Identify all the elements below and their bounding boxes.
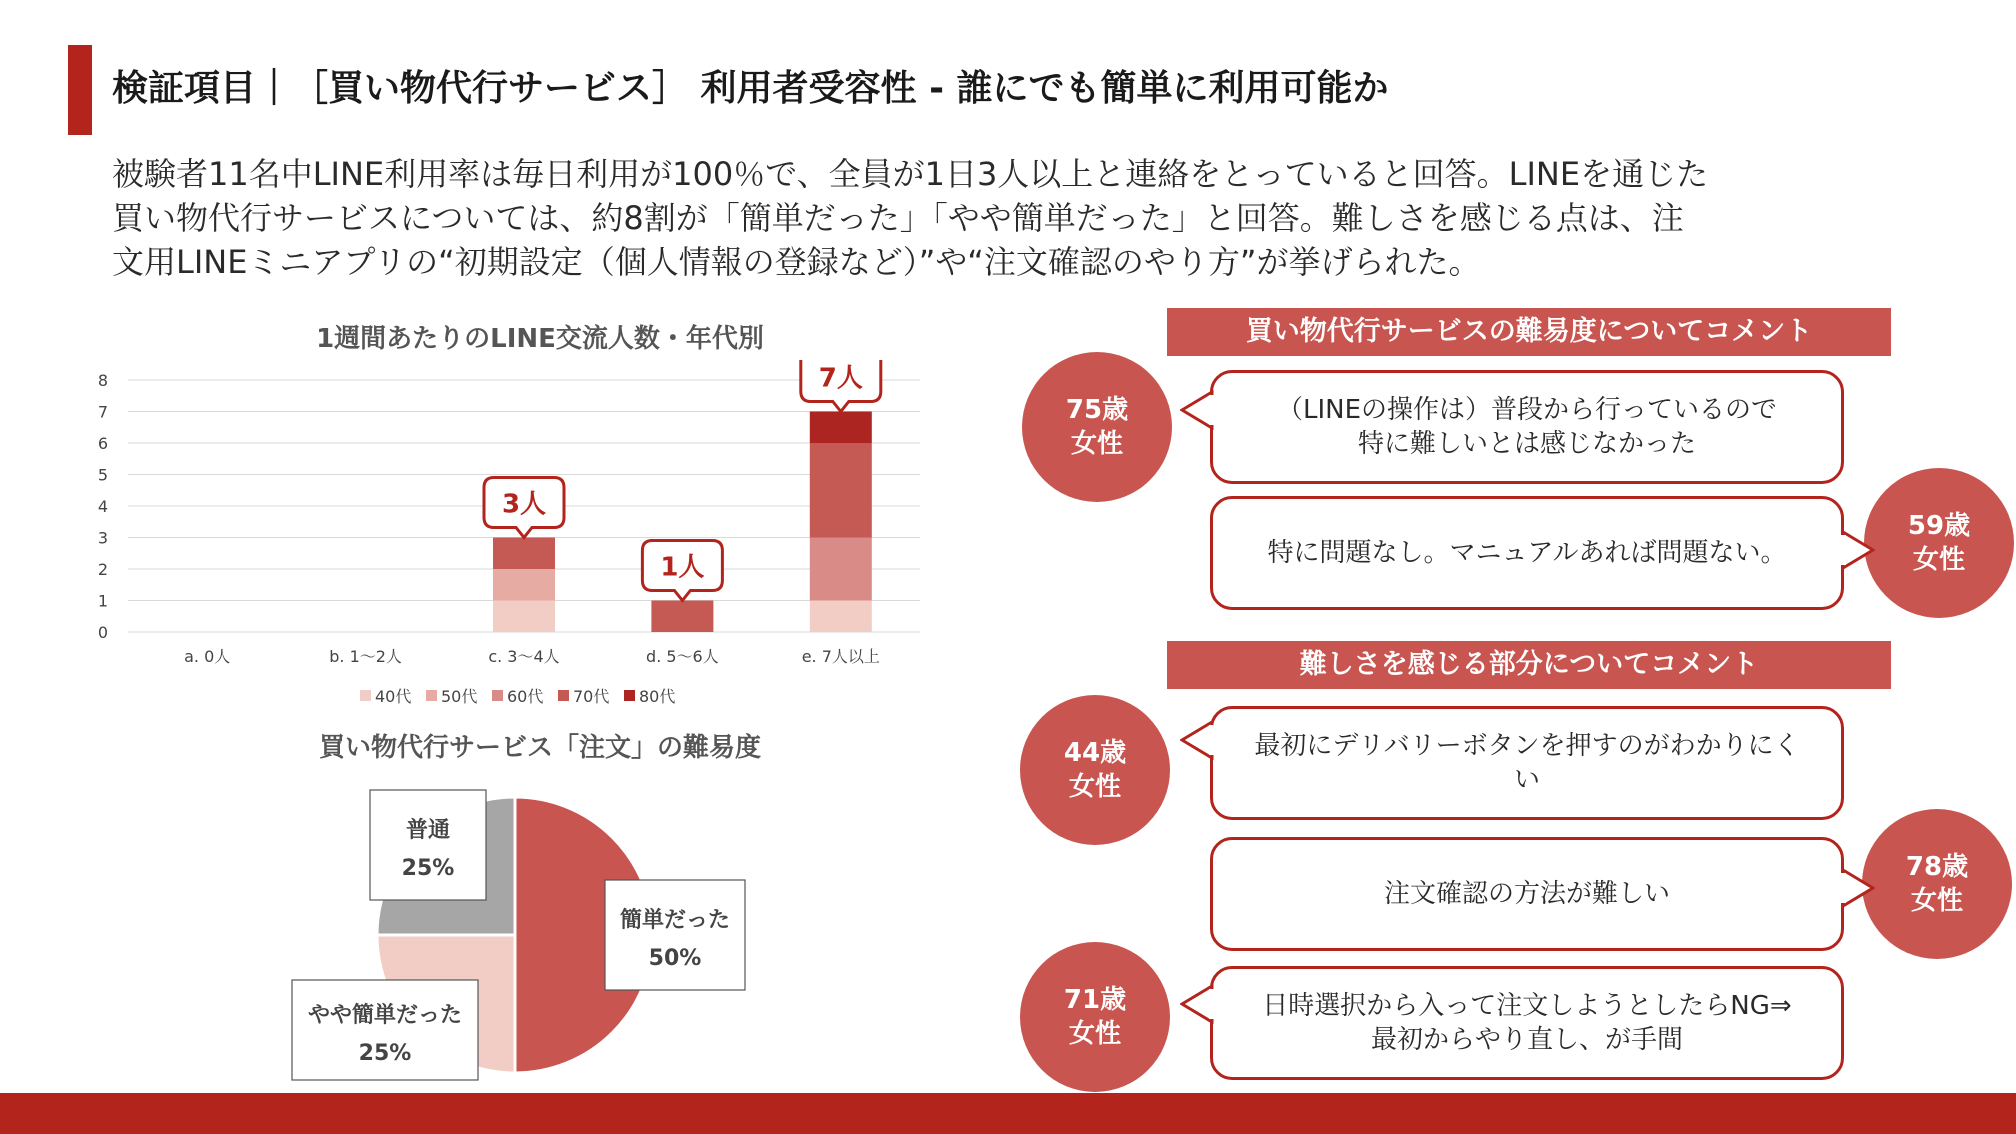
- y-tick-label: 3: [97, 528, 108, 548]
- y-tick-label: 5: [97, 465, 108, 485]
- comment-bubble: [1210, 966, 1844, 1080]
- intro-line: 被験者11名中LINE利用率は毎日利用が100％で、全員が1日3人以上と連絡をとっていると回答。LINEを通じた: [112, 155, 1709, 193]
- pie-label-name: やや簡単だった: [307, 1003, 463, 1028]
- page-title: 検証項目｜［買い物代行サービス］ 利用者受容性 - 誰にでも簡単に利用可能か: [112, 68, 1389, 109]
- comment-line: 特に難しいとは感じなかった: [1357, 429, 1696, 459]
- respondent-circle: [1022, 352, 1172, 502]
- y-tick-label: 4: [97, 497, 108, 516]
- legend-swatch: [360, 690, 371, 701]
- pie-label-box: [605, 880, 745, 990]
- x-tick-label: c. 3〜4人: [488, 647, 560, 666]
- respondent-age: 75歳: [1065, 395, 1129, 425]
- bar-segment: [493, 569, 555, 601]
- respondent-gender: 女性: [1910, 886, 1963, 916]
- pie-data-label: [292, 980, 478, 1080]
- pie-label-percent: 25%: [358, 1041, 412, 1066]
- legend-label: 60代: [507, 687, 544, 706]
- y-tick-label: 2: [97, 560, 108, 579]
- respondent-age: 44歳: [1063, 738, 1127, 768]
- callout-label: 1人: [660, 552, 705, 583]
- bar-chart: [80, 360, 960, 710]
- pie-chart-title: 買い物代行サービス「注文」の難易度: [318, 733, 761, 763]
- x-tick-label: a. 0人: [184, 647, 231, 666]
- comment-line: 注文確認の方法が難しい: [1383, 879, 1670, 909]
- pie-label-percent: 50%: [648, 946, 702, 971]
- legend-label: 80代: [639, 687, 676, 706]
- bar-segment: [493, 538, 555, 570]
- x-tick-label: b. 1〜2人: [329, 647, 402, 666]
- comment-bubble: [1210, 496, 1844, 610]
- bar-segment: [810, 443, 872, 538]
- respondent-gender: 女性: [1068, 772, 1121, 802]
- footer-bar: [0, 1093, 2016, 1134]
- intro-line: 買い物代行サービスについては、約8割が「簡単だった」「やや簡単だった」と回答。難しさを感じる点は、注: [112, 199, 1684, 237]
- title-accent-bar: [68, 45, 92, 135]
- bar-callout: [484, 478, 564, 538]
- bubble-tail: [1180, 984, 1214, 1024]
- bubble-tail: [1841, 530, 1875, 570]
- bar-callout: [642, 541, 722, 601]
- respondent-age: 78歳: [1905, 852, 1969, 882]
- y-tick-label: 1: [97, 591, 108, 611]
- pie-label-percent: 25%: [401, 856, 455, 881]
- legend-label: 70代: [573, 687, 610, 706]
- comment-line: 最初にデリバリーボタンを押すのがわかりにく: [1254, 731, 1800, 761]
- pie-label-name: 簡単だった: [619, 908, 731, 933]
- respondent-age: 71歳: [1063, 985, 1127, 1015]
- bubble-tail: [1180, 390, 1214, 430]
- bar-segment: [810, 601, 872, 633]
- callout-label: 3人: [501, 489, 547, 520]
- pie-chart: [260, 770, 780, 1100]
- y-tick-label: 0: [97, 623, 108, 642]
- bar-segment: [810, 412, 872, 444]
- respondent-age: 59歳: [1907, 511, 1971, 541]
- respondent-circle: [1020, 942, 1170, 1092]
- pie-data-label: [605, 880, 745, 990]
- respondent-gender: 女性: [1912, 545, 1965, 575]
- comment-bubble: [1210, 370, 1844, 484]
- pie-data-label: [370, 790, 486, 900]
- comment-bubble: [1210, 706, 1844, 820]
- respondent-gender: 女性: [1070, 429, 1123, 459]
- comment-line: 特に問題なし。マニュアルあれば問題ない。: [1267, 538, 1787, 568]
- legend-label: 40代: [375, 687, 412, 706]
- bar-callout: [801, 360, 881, 412]
- bar-chart-title: 1週間あたりのLINE交流人数・年代別: [316, 324, 764, 354]
- y-tick-label: 6: [97, 434, 108, 453]
- x-tick-label: d. 5〜6人: [646, 647, 719, 666]
- legend-swatch: [426, 690, 437, 701]
- intro-line: 文用LINEミニアプリの“初期設定（個人情報の登録など）”や“注文確認のやり方”が挙げられた。: [112, 243, 1481, 281]
- comment-line: 日時選択から入って注文しようとしたらNG⇒: [1262, 991, 1792, 1021]
- comment-line: 最初からやり直し、が手間: [1370, 1025, 1683, 1055]
- comment-line: （LINEの操作は）普段から行っているので: [1276, 395, 1778, 425]
- bar-segment: [493, 601, 555, 633]
- bar-segment: [651, 601, 713, 633]
- difficulty-comment-header: 難しさを感じる部分についてコメント: [1167, 641, 1891, 689]
- respondent-gender: 女性: [1068, 1019, 1121, 1049]
- bar-segment: [810, 538, 872, 601]
- comment-bubble: [1210, 837, 1844, 951]
- callout-label: 7人: [818, 363, 863, 394]
- pie-label-box: [370, 790, 486, 900]
- y-tick-label: 7: [97, 402, 108, 422]
- y-tick-label: 8: [97, 371, 108, 390]
- legend-swatch: [624, 690, 635, 701]
- respondent-circle: [1864, 468, 2014, 618]
- bubble-tail: [1180, 720, 1214, 760]
- x-tick-label: e. 7人以上: [801, 647, 880, 666]
- ease-comment-header: 買い物代行サービスの難易度についてコメント: [1167, 308, 1891, 356]
- bubble-tail: [1841, 868, 1875, 908]
- legend-swatch: [492, 690, 503, 701]
- pie-label-name: 普通: [405, 818, 451, 843]
- respondent-circle: [1020, 695, 1170, 845]
- legend-swatch: [558, 690, 569, 701]
- respondent-circle: [1862, 809, 2012, 959]
- legend-label: 50代: [441, 687, 478, 706]
- intro-text: [112, 152, 1912, 284]
- comment-line: い: [1513, 765, 1540, 795]
